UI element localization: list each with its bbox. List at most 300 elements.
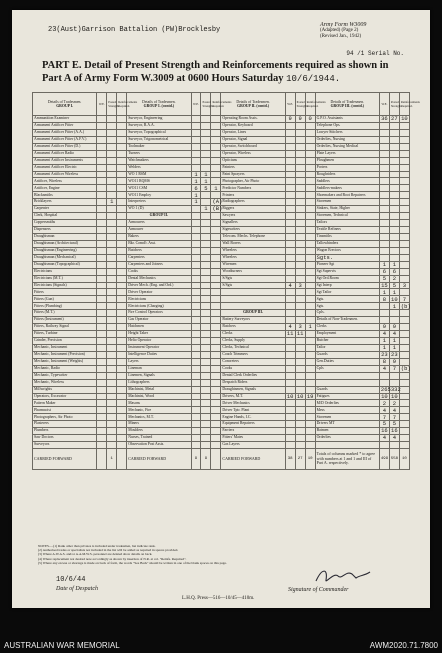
reinf-value: [399, 220, 409, 227]
we-value: [97, 303, 107, 310]
posted-value: 1: [107, 199, 117, 206]
note-line: (3) Where A.W.A.S. and/or A.A.M.W.S. personnel are deleted show details on back.: [38, 552, 153, 557]
reinf-value: [305, 435, 315, 442]
trade-name: Cooks: [127, 268, 191, 275]
we-value: [379, 240, 389, 247]
reinf-value: [117, 338, 127, 345]
reinf-value: [399, 157, 409, 164]
trade-name: Height Taker: [127, 331, 191, 338]
table-row: [33, 400, 410, 407]
reinf-value: [399, 199, 409, 206]
we-value: [379, 442, 389, 449]
posted-value: 4: [389, 407, 399, 414]
we-value: [191, 143, 201, 150]
posted-value: [107, 344, 117, 351]
reinf-value: [305, 386, 315, 393]
reinf-value: [117, 310, 127, 317]
reinf-value: [211, 261, 221, 268]
reinf-value: [211, 379, 221, 386]
posted-value: [295, 220, 305, 227]
trade-name: Radiographers: [221, 199, 285, 206]
reinf-value: [399, 435, 409, 442]
reinf-value: [305, 261, 315, 268]
we-value: [285, 227, 295, 234]
we-value: [97, 386, 107, 393]
trade-name: Armament Artificer Radio: [33, 150, 97, 157]
trade-name: Wheelers: [221, 247, 285, 254]
reinf-value: [211, 317, 221, 324]
trade-name: Artificer, Wireless: [33, 178, 97, 185]
reinf-value: [305, 296, 315, 303]
posted-value: [201, 164, 211, 171]
reinf-value: [305, 421, 315, 428]
posted-value: [107, 164, 117, 171]
we-value: [97, 275, 107, 282]
we-value: [97, 358, 107, 365]
we-value: [285, 220, 295, 227]
posted-value: 7: [389, 365, 399, 372]
we-value: [97, 414, 107, 421]
posted-value: 27: [391, 115, 398, 123]
we-value: 10: [286, 392, 294, 400]
trade-name: Fitters (Gun): [33, 296, 97, 303]
col-header-group-3-contd: Details of Tradesmen. GROUP III. (contd.): [315, 93, 379, 116]
posted-value: [389, 192, 399, 199]
form-sheet: [12, 10, 430, 608]
posted-value: [201, 324, 211, 331]
we-value: [379, 150, 389, 157]
trade-name: Telephone Ops.: [315, 122, 379, 129]
we-value: 2: [379, 400, 389, 407]
reinf-value: [305, 206, 315, 213]
posted-value: [201, 310, 211, 317]
posted-value: 2: [389, 400, 399, 407]
trade-name: Draughtsman (Topographical): [33, 261, 97, 268]
we-value: [285, 428, 295, 435]
we-value: [97, 351, 107, 358]
posted-value: [201, 386, 211, 393]
we-value: [285, 150, 295, 157]
we-value: 5: [379, 421, 389, 428]
table-row: [33, 442, 410, 449]
we-value: [191, 296, 201, 303]
reinf-value: [117, 303, 127, 310]
we-value: [191, 129, 201, 136]
reinf-value: [305, 164, 315, 171]
trade-name: Mess: [315, 407, 379, 414]
trade-name: Wagon Erectors: [315, 247, 379, 254]
trade-name: Mechanics, M.T.: [127, 414, 191, 421]
posted-value: [107, 351, 117, 358]
we-value: [285, 289, 295, 296]
trade-name: Mechanic, Fire: [127, 407, 191, 414]
trade-name: [315, 372, 379, 379]
we-value: [191, 407, 201, 414]
trade-name: Fitters, Turbine: [33, 331, 97, 338]
reinf-value: [399, 164, 409, 171]
we-value: [191, 365, 201, 372]
posted-value: [389, 171, 399, 178]
col-header-posted: Posted Strength.: [389, 93, 399, 116]
we-value: [191, 157, 201, 164]
we-value: [97, 129, 107, 136]
trade-name: Lawyer Stitchers: [315, 129, 379, 136]
we-value: 1: [379, 261, 389, 268]
we-value: [285, 442, 295, 449]
reinf-value: [305, 365, 315, 372]
reinf-value: [117, 393, 127, 400]
we-value: [191, 247, 201, 254]
we-value: [285, 296, 295, 303]
posted-value: [107, 372, 117, 379]
we-value: [191, 150, 201, 157]
posted-value: 1: [389, 344, 399, 351]
posted-value: [295, 421, 305, 428]
we-value: [285, 351, 295, 358]
reinf-value: [399, 338, 409, 345]
posted-value: [201, 268, 211, 275]
posted-value: [295, 122, 305, 129]
posted-value: [107, 282, 117, 289]
reinf-value: [117, 358, 127, 365]
we-value: [97, 296, 107, 303]
trade-name: Miners: [127, 421, 191, 428]
posted-value: [201, 344, 211, 351]
reinf-value: [399, 421, 409, 428]
posted-value: 9: [295, 116, 305, 123]
reinf-value: [305, 178, 315, 185]
trade-name: Operating Room Assts.: [221, 116, 285, 123]
carried-forward-label: CARRIED FORWARD: [221, 449, 285, 470]
trade-name: Batchers: [221, 324, 285, 331]
reinf-value: [211, 282, 221, 289]
trade-name: Despatch Riders: [221, 379, 285, 386]
we-value: [191, 303, 201, 310]
trade-name: Armament Artificer Fitter: [33, 122, 97, 129]
posted-value: [389, 310, 399, 317]
we-value: [285, 199, 295, 206]
we-value: [97, 227, 107, 234]
we-value: [97, 213, 107, 220]
trade-name: Pharmacist: [33, 407, 97, 414]
trade-name: Electricians: [127, 296, 191, 303]
we-value: [285, 435, 295, 442]
we-value: [285, 379, 295, 386]
posted-value: [201, 129, 211, 136]
trade-name: Bakers: [127, 233, 191, 240]
we-value: 4: [285, 324, 295, 331]
trade-name: Saw Doctors: [33, 435, 97, 442]
reinf-value: [211, 393, 221, 400]
posted-value: [295, 178, 305, 185]
reinf-value: [399, 268, 409, 275]
trade-name: Sinkers, State, Higher: [315, 206, 379, 213]
trade-name: Clerks, Technical: [221, 344, 285, 351]
reinf-value: [117, 240, 127, 247]
we-value: [97, 136, 107, 143]
reinf-value: 0: [305, 116, 315, 123]
reinf-value: [399, 414, 409, 421]
trade-name: Storemen, Technical: [315, 213, 379, 220]
posted-value: [201, 233, 211, 240]
posted-value: 3: [295, 324, 305, 331]
table-row: [33, 351, 410, 358]
form-line-2: (Adapted) (Page 2): [320, 28, 359, 33]
reinf-value: [305, 379, 315, 386]
we-value: [191, 282, 201, 289]
trade-name: Armament Artificer Fitter (A.A.): [33, 129, 97, 136]
reinf-value: [305, 240, 315, 247]
reinf-value: [211, 372, 221, 379]
posted-value: 9: [389, 358, 399, 365]
reinf-value: [211, 213, 221, 220]
table-row: [33, 157, 410, 164]
posted-value: [295, 213, 305, 220]
reinf-value: [117, 268, 127, 275]
trade-name: GROUP III.: [221, 310, 285, 317]
we-value: [379, 227, 389, 234]
trade-name: Operator, Signal: [221, 136, 285, 143]
reinf-value: [305, 129, 315, 136]
posted-value: 1: [389, 303, 399, 310]
posted-value: [201, 157, 211, 164]
we-value: [191, 428, 201, 435]
form-reference: [320, 22, 400, 40]
trade-name: Farriers: [221, 428, 285, 435]
reinf-value: [211, 275, 221, 282]
we-value: 15: [381, 281, 388, 289]
posted-value: [107, 227, 117, 234]
posted-value: [107, 289, 117, 296]
reinf-value: [211, 233, 221, 240]
posted-value: [295, 344, 305, 351]
we-value: 11: [286, 330, 294, 338]
trade-name: Plasterers: [33, 421, 97, 428]
trade-name: Surveyors: [33, 442, 97, 449]
posted-value: [201, 150, 211, 157]
trade-name: Interpreters: [127, 199, 191, 206]
we-value: [97, 338, 107, 345]
trade-name: Millwrights: [33, 386, 97, 393]
posted-value: 9: [389, 324, 399, 331]
trade-name: Drivers MT: [315, 421, 379, 428]
trade-name: Driver Tptr. Plant: [221, 407, 285, 414]
trade-name: Electricians: [33, 268, 97, 275]
we-value: [285, 185, 295, 192]
reinf-value: [399, 372, 409, 379]
table-row: [33, 358, 410, 365]
we-value: [285, 213, 295, 220]
we-value: [191, 393, 201, 400]
we-value: [285, 358, 295, 365]
trade-name: Gas Layers: [221, 442, 285, 449]
trade-name: Saddlers-makers: [315, 185, 379, 192]
we-value: [97, 282, 107, 289]
reinf-value: [211, 150, 221, 157]
we-value: 4: [285, 282, 295, 289]
posted-value: [295, 185, 305, 192]
posted-value: [107, 400, 117, 407]
trade-name: Tailor: [315, 344, 379, 351]
reinf-value: [117, 386, 127, 393]
trade-name: Mechanic, Radio: [33, 365, 97, 372]
trade-name: Sgt Supervis: [315, 268, 379, 275]
we-value: [97, 421, 107, 428]
reinf-value: 7: [399, 296, 409, 303]
reinf-value: [211, 351, 221, 358]
posted-value: 1: [389, 289, 399, 296]
trade-name: Fire Control Operators: [127, 310, 191, 317]
report-date: 10/6/1944.: [286, 74, 341, 84]
trade-name: Lithographers: [127, 379, 191, 386]
posted-value: [295, 157, 305, 164]
we-value: [285, 254, 295, 261]
trade-name: Mechanic, Instrument (Weights): [33, 358, 97, 365]
trade-name: Draughtsman (Mechanical): [33, 254, 97, 261]
posted-value: [107, 379, 117, 386]
trade-name: Shoemakers and Boot Repairers: [315, 192, 379, 199]
trade-name: Clerks, Supply: [221, 338, 285, 345]
posted-value: [201, 400, 211, 407]
reinf-value: [399, 213, 409, 220]
reinf-value: [305, 303, 315, 310]
trade-name: Bkr. Comd'r. Asst.: [127, 240, 191, 247]
posted-value: [295, 442, 305, 449]
we-value: 4: [379, 407, 389, 414]
reinf-value: [305, 136, 315, 143]
we-value: 9: [379, 324, 389, 331]
posted-value: [107, 421, 117, 428]
posted-value: [295, 150, 305, 157]
trade-name: WO 1 RSM: [127, 171, 191, 178]
strength-table: [32, 92, 420, 470]
trade-name: Butcher: [315, 338, 379, 345]
we-value: [379, 303, 389, 310]
trade-name: WO11 RQMS: [127, 178, 191, 185]
serial-number: [346, 50, 404, 57]
reinf-value: [211, 129, 221, 136]
reinf-value: [117, 414, 127, 421]
posted-value: [201, 365, 211, 372]
reinf-value: 3: [399, 282, 409, 289]
trade-name: Blacksmiths: [33, 192, 97, 199]
reinf-value: [117, 192, 127, 199]
trade-name: Employment: [315, 331, 379, 338]
reinf-value: [117, 220, 127, 227]
trade-name: Driver Operator: [127, 289, 191, 296]
reinf-value: [117, 233, 127, 240]
trade-name: Armament Artificer Wireless: [33, 171, 97, 178]
trade-name: Coppersmiths: [33, 220, 97, 227]
col-header-reinf: Reinforcements Required.: [305, 93, 315, 116]
we-value: 4: [379, 365, 389, 372]
reinf-value: [211, 414, 221, 421]
reinf-value: [211, 331, 221, 338]
reinf-value: [117, 282, 127, 289]
posted-value: 1: [201, 171, 211, 178]
we-value: [191, 164, 201, 171]
posted-value: [107, 331, 117, 338]
posted-value: [107, 233, 117, 240]
trade-name: Clerks: [315, 324, 379, 331]
reinf-value: [305, 289, 315, 296]
we-value: [379, 143, 389, 150]
we-value: [191, 206, 201, 213]
we-value: [191, 233, 201, 240]
posted-value: [201, 393, 211, 400]
trade-name: Drivers, M.T.: [221, 393, 285, 400]
table-row: [33, 282, 410, 289]
we-value: [191, 421, 201, 428]
posted-value: [295, 372, 305, 379]
reinf-value: [399, 379, 409, 386]
trade-name: Electricians (Signals): [33, 282, 97, 289]
trade-name: G.P.O. Assistants: [315, 116, 379, 123]
reinf-value: [305, 143, 315, 150]
trade-name: Ammunition Examiner: [33, 116, 97, 123]
trade-name: Draughtsmen, Signals: [221, 386, 285, 393]
posted-value: [295, 428, 305, 435]
trade-name: Cpls: [315, 365, 379, 372]
we-value: [191, 414, 201, 421]
posted-value: [107, 442, 117, 449]
we-value: [285, 171, 295, 178]
reinf-value: [211, 344, 221, 351]
we-value: [379, 220, 389, 227]
reinf-value: 19: [306, 392, 314, 400]
carried-forward-row: CARRIED FORWARD 1 CARRIED FORWARD 9 9 CARRIED FORWARD 38 27 10 Totals of columns marked * to agree with numbers at 1 and 1 and III of Part A. respectively. 499 558 10: [33, 449, 410, 470]
trade-name: Tailors: [315, 220, 379, 227]
table-row: [33, 303, 410, 310]
posted-value: [295, 386, 305, 393]
posted-value: 16: [391, 427, 398, 435]
trade-name: Electricians (Charging): [127, 303, 191, 310]
reinf-value: [399, 185, 409, 192]
trade-name: Ploughmen: [315, 157, 379, 164]
trade-name: Dispensers: [33, 227, 97, 234]
we-value: 1: [379, 344, 389, 351]
we-value: [191, 338, 201, 345]
table-row: [33, 386, 410, 393]
we-value: [97, 122, 107, 129]
posted-value: [389, 233, 399, 240]
table-row: [33, 296, 410, 303]
trade-name: Armament Artificer Instruments: [33, 157, 97, 164]
posted-value: [107, 171, 117, 178]
table-row: [33, 171, 410, 178]
posted-value: 1: [389, 261, 399, 268]
table-row: [33, 247, 410, 254]
we-value: [97, 365, 107, 372]
we-value: [379, 192, 389, 199]
posted-value: [107, 220, 117, 227]
trade-name: Machinist, Wood: [127, 393, 191, 400]
reinf-value: [305, 344, 315, 351]
reinf-value: 1: [305, 324, 315, 331]
we-value: 1: [191, 178, 201, 185]
reinf-value: [117, 442, 127, 449]
trade-name: Electricians (M.T.): [33, 275, 97, 282]
we-value: [97, 324, 107, 331]
table-row: [33, 268, 410, 275]
posted-value: [389, 122, 399, 129]
trade-name: Instrument Operator: [127, 344, 191, 351]
archive-id: AWM2020.71.7800: [369, 641, 438, 650]
reinf-value: [211, 421, 221, 428]
table-row: [33, 254, 410, 261]
table-row: [33, 136, 410, 143]
trade-name: Operator, Keyboard: [221, 122, 285, 129]
